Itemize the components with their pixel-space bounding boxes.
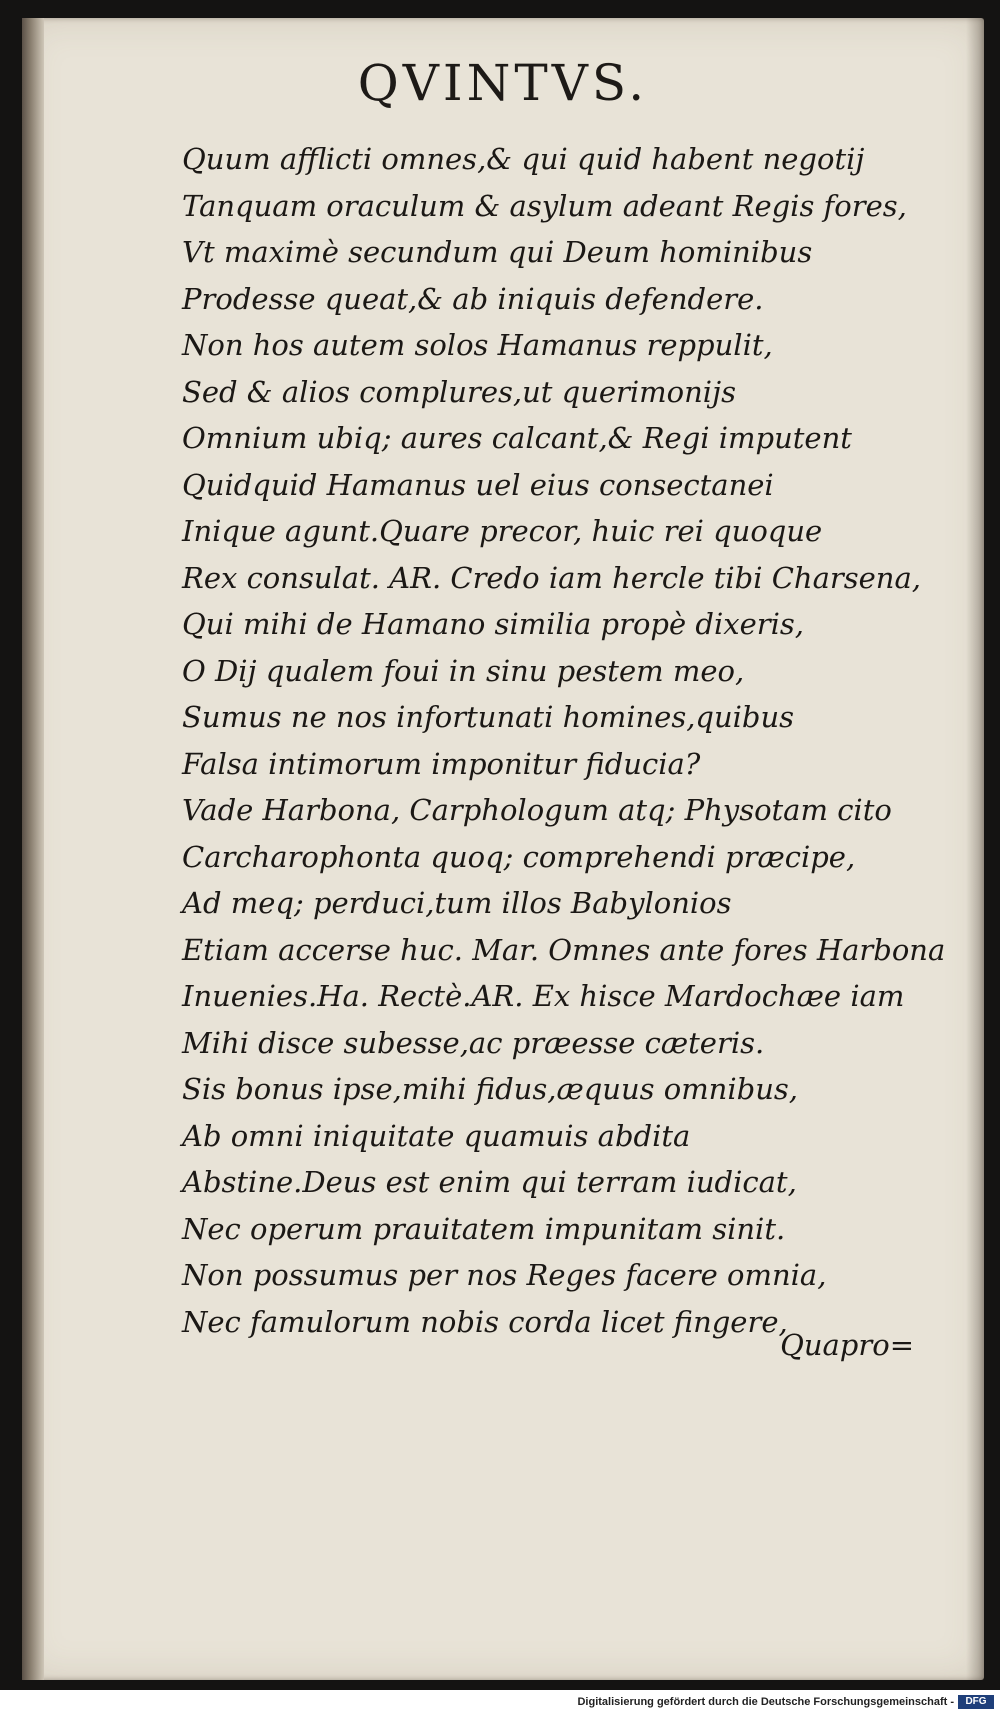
verse-line: Prodesse queat,& ab iniquis defendere.: [182, 281, 764, 316]
verse-line: Inuenies.Ha. Rectè.AR. Ex hisce Mardochæe iam: [182, 979, 905, 1013]
verse-line: Omnium ubiq; aures calcant,& Regi imputent: [182, 421, 852, 455]
verse-line: Tanquam oraculum & asylum adeant Regis fores,: [182, 188, 907, 223]
verse-line: Ad meq; perduci,tum illos Babylonios: [182, 886, 732, 920]
book-page: [22, 18, 984, 1680]
funding-credit: Digitalisierung gefördert durch die Deutsche Forschungsgemeinschaft -: [577, 1696, 954, 1708]
verse-line: Quidquid Hamanus uel eius consectanei: [182, 467, 774, 502]
verse-line: Etiam accerse huc. Mar. Omnes ante fores Harbona: [182, 932, 946, 967]
catchword: Quapro=: [780, 1328, 914, 1362]
verse-line: Vade Harbona, Carphologum atq; Physotam cito: [182, 793, 892, 827]
digitization-footer: [0, 1690, 1000, 1712]
verse-line: Sed & alios complures,ut querimonijs: [182, 374, 736, 409]
verse-line: Nec operum prauitatem impunitam sinit.: [182, 1211, 786, 1246]
verse-line: Falsa intimorum imponitur fiducia?: [182, 746, 701, 781]
verse-line: Ab omni iniquitate quamuis abdita: [182, 1118, 691, 1153]
verse-text-block: [182, 136, 962, 1345]
verse-line: Rex consulat. AR. Credo iam hercle tibi Charsena,: [182, 560, 921, 595]
verse-line: Abstine.Deus est enim qui terram iudicat,: [182, 1165, 797, 1199]
page-edge-shadow: [966, 18, 984, 1680]
verse-line: Qui mihi de Hamano similia propè dixeris,: [182, 607, 804, 641]
verse-line: Sumus ne nos infortunati homines,quibus: [182, 700, 795, 734]
verse-line: Carcharophonta quoq; comprehendi præcipe,: [182, 839, 856, 874]
verse-line: Sis bonus ipse,mihi fidus,æquus omnibus,: [182, 1072, 798, 1106]
verse-line: Non hos autem solos Hamanus reppulit,: [182, 328, 773, 362]
verse-line: Vt maximè secundum qui Deum hominibus: [182, 235, 813, 269]
verse-line: Mihi disce subesse,ac præesse cæteris.: [182, 1025, 765, 1060]
dfg-logo-icon: DFG: [958, 1695, 994, 1709]
running-head: QVINTVS.: [357, 54, 649, 112]
verse-line: Inique agunt.Quare precor, huic rei quoque: [182, 514, 823, 548]
verse-line: O Dij qualem foui in sinu pestem meo,: [182, 653, 745, 688]
verse-line: Quum afflicti omnes,& qui quid habent negotij: [182, 142, 865, 176]
verse-line: Non possumus per nos Reges facere omnia,: [182, 1258, 827, 1292]
verse-line: Nec famulorum nobis corda licet fingere,: [182, 1304, 788, 1339]
page-gutter: [22, 18, 44, 1680]
